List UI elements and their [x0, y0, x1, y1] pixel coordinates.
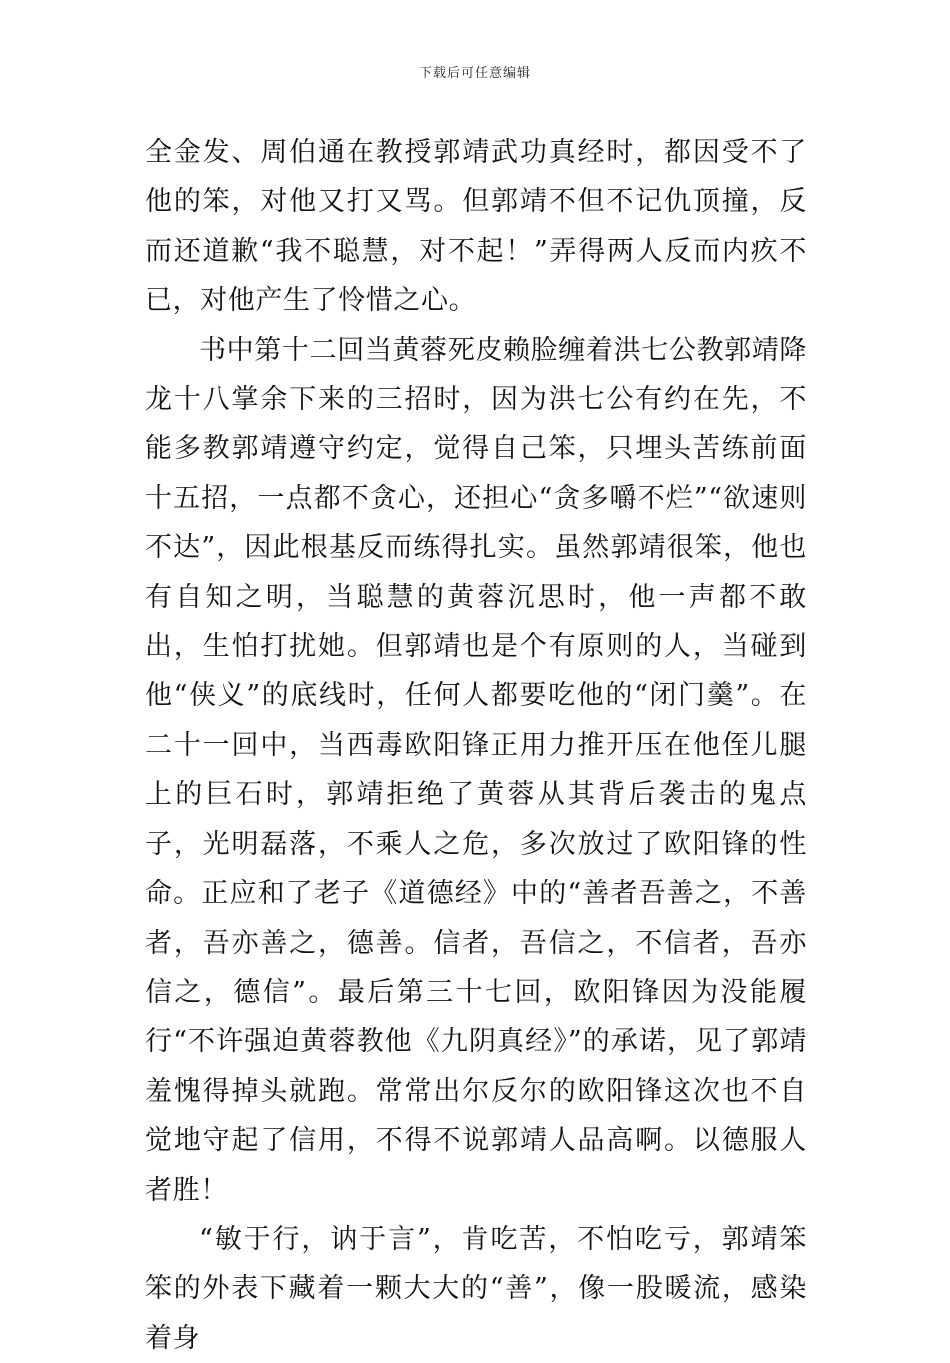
paragraph-1: 全金发、周伯通在教授郭靖武功真经时，都因受不了他的笨，对他又打又骂。但郭靖不但不记仇顶撞，反而还道歉“我不聪慧，对不起！”弄得两人反而内疚不已，对他产生了怜惜之心。 — [145, 137, 807, 317]
body-text — [145, 128, 807, 1363]
header-note: 下载后可任意编辑 — [418, 66, 531, 81]
paragraph-2: 书中第十二回当黄蓉死皮赖脸缠着洪七公教郭靖降龙十八掌余下来的三招时，因为洪七公有约在先，不能多教郭靖遵守约定，觉得自己笨，只埋头苦练前面十五招，一点都不贪心，还担心“贪多嚼不烂”“欲速则不达”，因此根基反而练得扎实。虽然郭靖很笨，他也有自知之明，当聪慧的黄蓉沉思时，他一声都不敢出，生怕打扰她。但郭靖也是个有原则的人，当碰到他“侠义”的底线时，任何人都要吃他的“闭门羹”。在二十一回中，当西毒欧阳锋正用力推开压在他侄儿腿上的巨石时，郭靖拒绝了黄蓉从其背后袭击的鬼点子，光明磊落，不乘人之危，多次放过了欧阳锋的性命。正应和了老子《道德经》中的“善者吾善之，不善者，吾亦善之，德善。信者，吾信之，不信者，吾亦信之，德信”。最后第三十七回，欧阳锋因为没能履行“不许强迫黄蓉教他《九阴真经》”的承诺，见了郭靖羞愧得掉头就跑。常常出尔反尔的欧阳锋这次也不自觉地守起了信用，不得不说郭靖人品高啊。以德服人者胜！ — [145, 334, 807, 1206]
paragraph-3: “敏于行，讷于言”，肯吃苦，不怕吃亏，郭靖笨笨的外表下藏着一颗大大的“善”，像一股暖流，感染着身 — [145, 1223, 807, 1354]
